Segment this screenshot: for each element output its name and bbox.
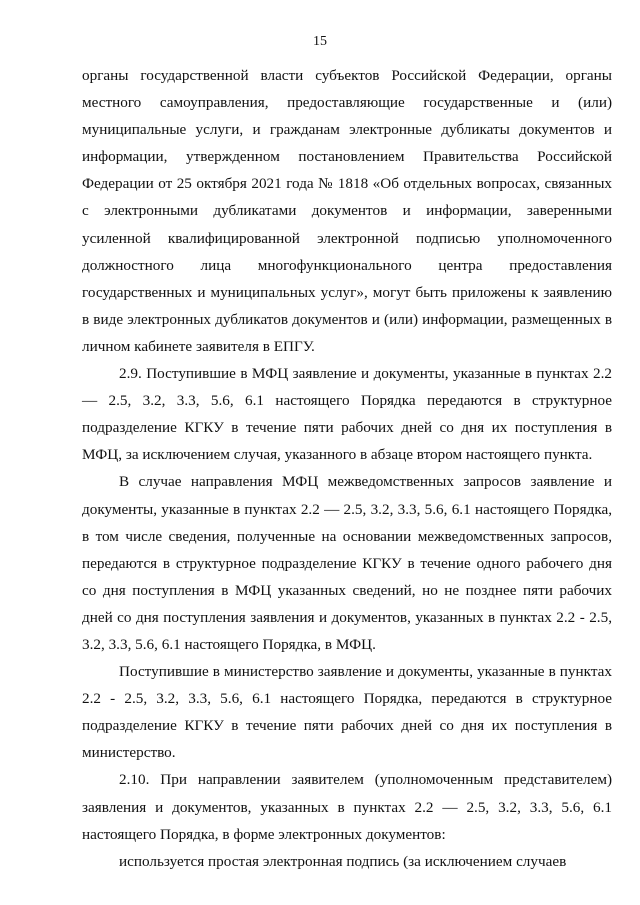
paragraph-simple-signature: используется простая электронная подпись (за исключением случаев xyxy=(119,852,567,870)
paragraph-2-9: 2.9. Поступившие в МФЦ заявление и документы, указанные в пунктах 2.2 — 2.5, 3.2, 3.3, 5.6, 6.1 настоящего Порядка передаются в структурное подразделение КГКУ в течение пяти рабочих дней со дня их поступления в МФЦ, за исключением случая, указанного в абзаце втором настоящего пункта. xyxy=(82,365,612,464)
paragraph-ministry: Поступившие в министерство заявление и документы, указанные в пунктах 2.2 - 2.5, 3.2, 3.3, 5.6, 6.1 настоящего Порядка, передаются в структурное подразделение КГКУ в течение пяти рабочих дней со дня их поступления в министерство. xyxy=(82,663,612,762)
page-number: 15 xyxy=(313,34,327,49)
paragraph-2-10: 2.10. При направлении заявителем (уполномоченным представителем) заявления и документов, указанных в пунктах 2.2 — 2.5, 3.2, 3.3, 5.6, 6.1 настоящего Порядка, в форме электронных документов: xyxy=(82,771,612,843)
paragraph-mfc-requests: В случае направления МФЦ межведомственных запросов заявление и документы, указанные в пунктах 2.2 — 2.5, 3.2, 3.3, 5.6, 6.1 настоящего Порядка, в том числе сведения, полученные на основании межведомственных запросов, передаются в структурное подразделение КГКУ в течение одного рабочего дня со дня поступления в МФЦ указанных сведений, но не позднее пяти рабочих дней со дня поступления заявления и документов, указанных в пунктах 2.2 - 2.5, 3.2, 3.3, 5.6, 6.1 настоящего Порядка, в МФЦ. xyxy=(82,473,612,653)
document-body xyxy=(82,62,612,875)
paragraph-continuation: органы государственной власти субъектов Российской Федерации, органы местного самоуправления, предоставляющие государственные и (или) муниципальные услуги, и гражданам электронные дубликаты документов и информации, утвержденном постановлением Правительства Российской Федерации от 25 октября 2021 года № 1818 «Об отдельных вопросах, связанных с электронными дубликатами документов и информации, заверенными усиленной квалифицированной электронной подписью уполномоченного должностного лица многофункционального центра предоставления государственных и муниципальных услуг», могут быть приложены к заявлению в виде электронных дубликатов документов и (или) информации, размещенных в личном кабинете заявителя в ЕПГУ. xyxy=(82,67,612,355)
